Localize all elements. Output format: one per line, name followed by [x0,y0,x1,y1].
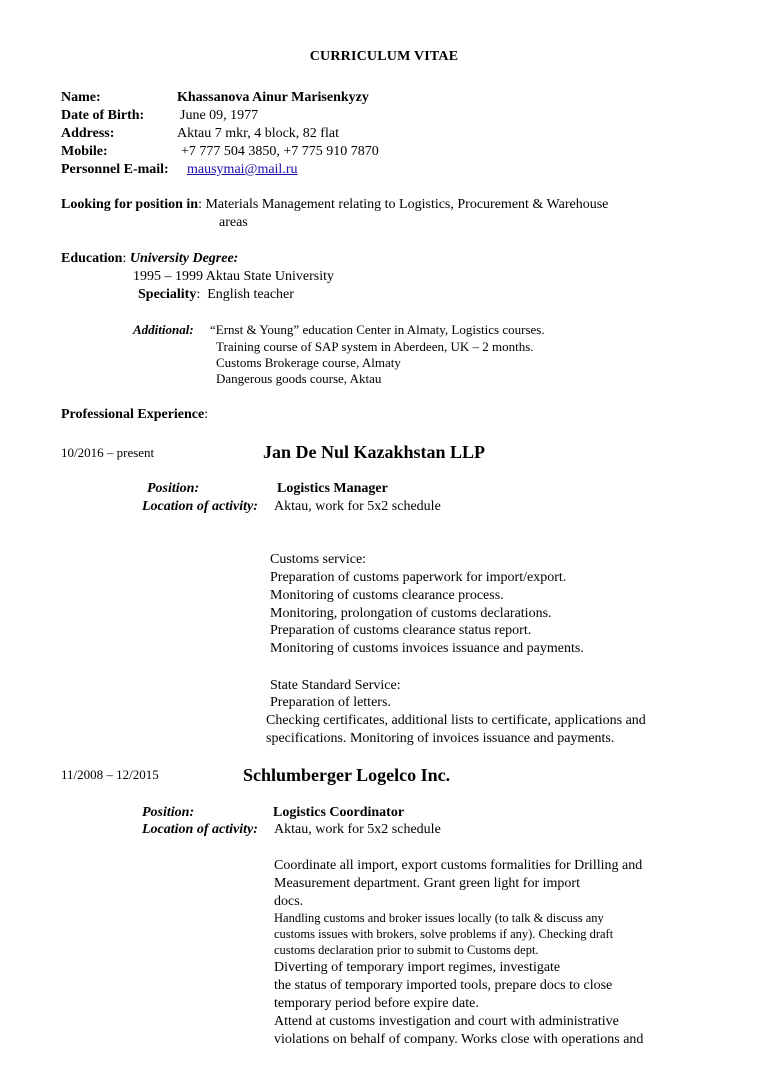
duty-line: Preparation of customs paperwork for import/export. [270,570,567,585]
additional-label: Additional: [133,322,194,337]
duty-line: docs. [274,894,304,909]
duty-line: violations on behalf of company. Works close with operations and [274,1032,644,1047]
duty-line: the status of temporary imported tools, prepare docs to close [274,978,613,993]
speciality-label: Speciality [138,287,197,302]
email-link[interactable]: mausymai@mail.ru [187,162,298,177]
job-location-label: Location of activity: [142,499,258,514]
duty-line: Attend at customs investigation and court with administrative [274,1014,619,1029]
dob-label: Date of Birth: [61,108,145,123]
duty-line: Preparation of letters. [270,695,391,710]
job-location-label: Location of activity: [142,822,258,837]
duty-line: State Standard Service: [270,678,401,693]
job-company: Schlumberger Logelco Inc. [243,765,451,785]
speciality-value: English teacher [207,287,294,302]
university: 1995 – 1999 Aktau State University [133,269,335,284]
duty-line: customs declaration prior to submit to Customs dept. [274,943,539,957]
job-period: 11/2008 – 12/2015 [61,767,159,782]
additional-item: Dangerous goods course, Aktau [216,371,382,386]
position-sought: Looking for position in: Materials Management relating to Logistics, Procurement & Warehouse [61,197,609,212]
education-heading: Education: University Degree: [61,251,239,266]
education-label: Education [61,251,123,266]
experience-label: Professional Experience [61,407,205,422]
duty-line: Monitoring of customs invoices issuance and payments. [270,641,584,656]
duty-line: temporary period before expire date. [274,996,479,1011]
position-sought-line1: Materials Management relating to Logistics, Procurement & Warehouse [205,197,609,212]
additional-item: “Ernst & Young” education Center in Almaty, Logistics courses. [210,322,545,337]
duty-line: customs issues with brokers, solve problems if any). Checking draft [274,927,614,941]
document-title: CURRICULUM VITAE [309,49,459,64]
job-location: Aktau, work for 5x2 schedule [274,822,441,837]
duty-line: Measurement department. Grant green light for import [274,876,580,891]
address-label: Address: [61,126,115,141]
duty-line: Diverting of temporary import regimes, investigate [274,960,561,975]
speciality: Speciality: English teacher [138,287,294,302]
job-period: 10/2016 – present [61,445,155,460]
duty-line: specifications. Monitoring of invoices issuance and payments. [266,731,615,746]
email-label: Personnel E-mail: [61,162,169,177]
mobile-value: +7 777 504 3850, +7 775 910 7870 [181,144,379,159]
job-location: Aktau, work for 5x2 schedule [274,499,441,514]
dob-value: June 09, 1977 [180,108,259,123]
address-value: Aktau 7 mkr, 4 block, 82 flat [177,126,339,141]
name-label: Name: [61,90,101,105]
duty-line: Checking certificates, additional lists to certificate, applications and [266,713,646,728]
duty-line: Preparation of customs clearance status report. [270,623,532,638]
duty-line: Monitoring, prolongation of customs declarations. [270,606,552,621]
duty-line: Handling customs and broker issues locally (to talk & discuss any [274,911,604,925]
job-position: Logistics Manager [277,481,388,496]
duty-line: Coordinate all import, export customs formalities for Drilling and [274,858,643,873]
additional-item: Customs Brokerage course, Almaty [216,355,401,370]
job-position: Logistics Coordinator [273,805,405,820]
position-sought-label: Looking for position in [61,197,199,212]
job-company: Jan De Nul Kazakhstan LLP [263,442,486,462]
name-value: Khassanova Ainur Marisenkyzy [177,90,369,105]
mobile-label: Mobile: [61,144,108,159]
degree-label: University Degree: [129,251,239,266]
duty-line: Customs service: [270,552,367,567]
job-position-label: Position: [142,805,195,820]
duty-line: Monitoring of customs clearance process. [270,588,504,603]
job-position-label: Position: [147,481,200,496]
additional-item: Training course of SAP system in Aberdeen, UK – 2 months. [216,339,534,354]
experience-heading: Professional Experience: [61,407,209,422]
position-sought-line2: areas [219,215,248,230]
